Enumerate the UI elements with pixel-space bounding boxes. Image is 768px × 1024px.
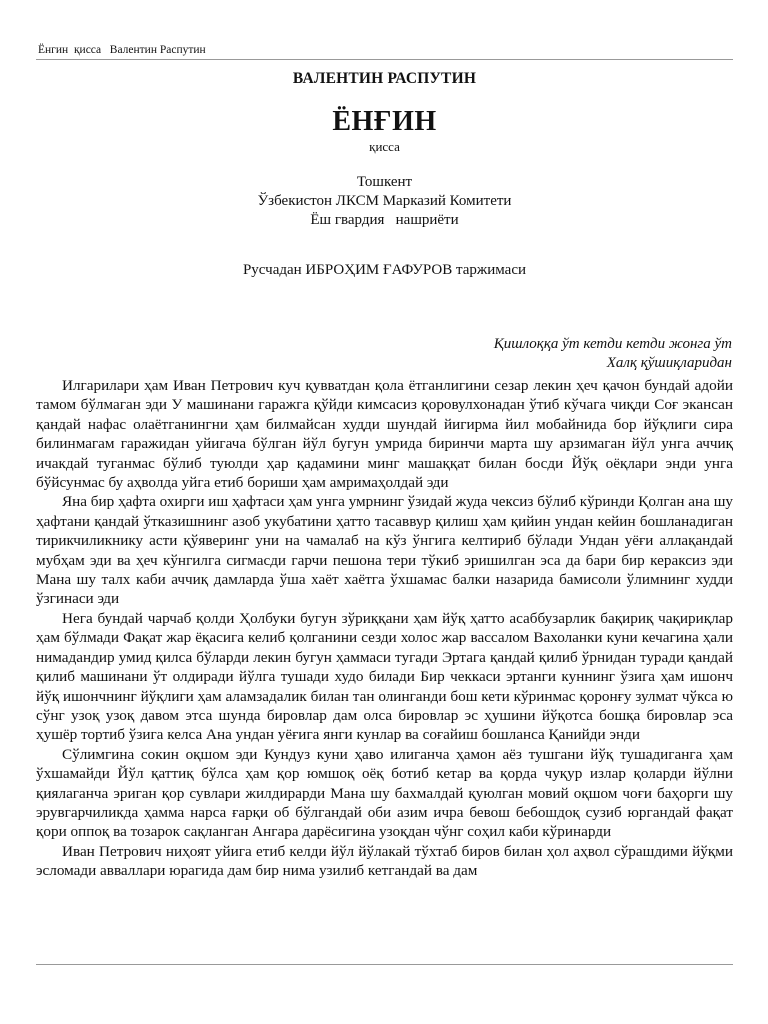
book-genre: қисса	[369, 139, 400, 154]
body-text	[36, 376, 733, 881]
epigraph-source: Халқ қўшиқларидан	[606, 355, 732, 371]
publication-city: Тошкент	[356, 174, 413, 190]
paragraph: Иван Петрович ниҳоят уйига етиб келди йўл йўлакай тўхтаб биров билан ҳол аҳвол сўрашдими йўқми эсломади авваллари юрагида дам бир нима узилиб кетгандай ва дам	[36, 842, 733, 880]
paragraph: Илгарилари ҳам Иван Петрович куч қувватдан қола ётганлигини сезар лекин ҳеч қачон бундай адойи тамом бўлмаган эди У машинани гаражга қўйди кимсасиз қоровулхонадан ўтиб кўчага чиқди Соғ экансан қандай нафас олаётганингни ҳам билмайсан худди шундай йигирма йил мобайнида бор йўқлиги сира билинмагам гаражидан уйигача бўлган йўл бугун умрида биринчи марта шу арзимаган йўл унга аччиқ ичакдай туганмас бўлиб туюлди ҳар қадамини минг машаққат билан босди Йўқ оёқлари энди унга бўйсунмас бу аҳволда уйга етиб бориши ҳам амримаҳолдай эди	[36, 377, 733, 492]
epigraph	[494, 335, 732, 373]
publication-publisher: Ёш гвардия нашриёти	[310, 212, 459, 228]
epigraph-line: Қишлоққа ўт кетди кетди жонга ўт	[493, 336, 732, 352]
paragraph: Яна бир ҳафта охирги иш ҳафтаси ҳам унга умрнинг ўзидай жуда чексиз бўлиб кўринди Қолган ана шу ҳафтани қандай ўтказишнинг азоб укубатини ҳатто тасаввур қилиш ҳам қийин ундан кейин бошланадиган тирикчиликнику асти қўяверинг уни на чамалаб на кўз ўнгига келтириб бўлади Ундан уёғи аллақандай мубҳам эди ва ҳеч кўнгилга сигмасди гарчи пешона тери тўкиб эришилган эса да бари бир кераксиз эди Мана шу талх каби аччиқ дамларда ўша хаёт хаётга ўхшамас балки назарида бамисоли ўлимнинг худди ўзгинаси эди	[36, 493, 733, 608]
author-name: ВАЛЕНТИН РАСПУТИН	[292, 70, 477, 87]
paragraph: Нега бундай чарчаб қолди Ҳолбуки бугун зўриққани ҳам йўқ ҳатто асаббузарлик бақириқ чақириқлар ҳам бўлмади Фақат жар ёқасига келиб қолганини сезди холос жар вассалом Вахоланки куни кечагина ҳали нимадандир умид қилса бўларди лекин бугун ҳаммаси тугади Эртага қандай қилиб ўрнидан туради қандай қилиб машинани ўт олдиради йўлга тушади худо билади Бир чеккаси эртанги куннинг ўзига ҳам ишонч йўқ ишончнинг йўқлиги ҳам аламзадалик билан тан олинганди бош кети кўринмас қоронғу зулмат чўкса ю сўнг узоқ узоқ давом этса шунда бировлар дам олса бировлар эс ҳушини йўқотса бошқа бировлар эса ҳушёр тортиб ўзига келса Ана ундан уёғига янги кунлар ва соғайиш бошланса Қанийди энди	[36, 609, 733, 744]
publication-info	[36, 173, 733, 230]
book-title: ЁНҒИН	[332, 106, 437, 137]
header-divider	[36, 59, 733, 60]
translator-credit: Русчадан ИБРОҲИМ ҒАФУРОВ таржимаси	[242, 262, 527, 278]
footer-divider	[36, 964, 733, 965]
publication-committee: Ўзбекистон ЛКСМ Марказий Комитети	[257, 193, 512, 209]
running-header: Ёнгин қисса Валентин Распутин	[38, 44, 206, 56]
paragraph: Сўлимгина сокин оқшом эди Кундуз куни ҳаво илиганча ҳамон аёз тушгани йўқ тушадиганга ҳам ўхшамайди Йўл қаттиқ бўлса ҳам қор юмшоқ оёқ ботиб кетар ва қорда чуқур излар қоларди йўлни қиялаганча эриган қор сувлари жилдирарди Мана шу бахмалдай қуюлган мовий оқшом чоғи баҳорги шу эрувгарчиликда ҳамма нарса ғарқи об бўлгандай оби азим ичра бевош бебошдоқ сузиб юргандай фақат қори оппоқ ва тозарок сақланган Ангара дарёсигина узоқдан чўнг соҳил каби кўринарди	[36, 745, 733, 841]
